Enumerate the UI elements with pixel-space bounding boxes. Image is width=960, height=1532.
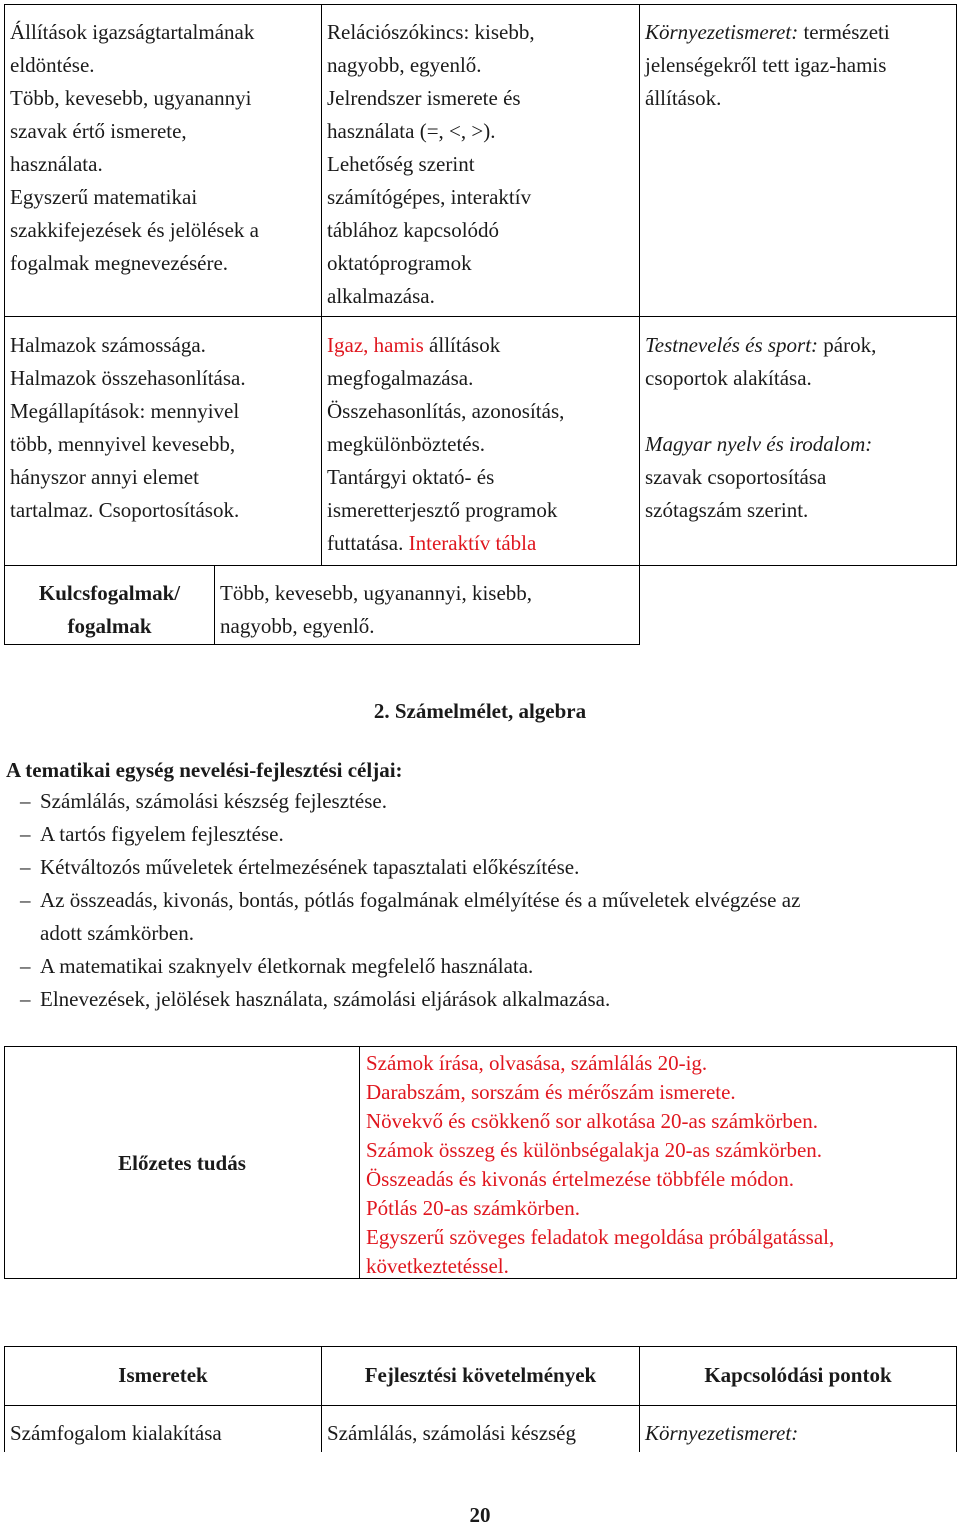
list-item xyxy=(6,785,956,818)
text-line: Elnevezések, jelölések használata, számolási eljárások alkalmazása. xyxy=(40,987,611,1011)
text-line: használata. xyxy=(10,152,103,176)
text-line xyxy=(645,329,876,362)
text-line: Halmazok számossága. xyxy=(10,333,206,357)
text-line: következtetéssel. xyxy=(366,1254,509,1278)
text-line: Állítások igazságtartalmának xyxy=(10,20,255,44)
text-line: eldöntése. xyxy=(10,53,95,77)
text-line: Halmazok összehasonlítása. xyxy=(10,366,246,390)
text-line: Megállapítások: mennyivel xyxy=(10,399,240,423)
section-title: 2. Számelmélet, algebra xyxy=(373,699,587,723)
text-line: jelenségekről tett igaz-hamis xyxy=(645,53,887,77)
list-item xyxy=(6,851,956,884)
goals-heading: A tematikai egység nevelési-fejlesztési céljai: xyxy=(6,758,403,782)
text-fragment: futtatása. xyxy=(327,531,409,555)
text-line: nagyobb, egyenlő. xyxy=(327,53,482,77)
subject-label: Környezetismeret: xyxy=(645,20,799,44)
text-line: ismeretterjesztő programok xyxy=(327,498,558,522)
subject-label: Testnevelés és sport: xyxy=(645,333,819,357)
list-item xyxy=(6,983,956,1016)
text-line xyxy=(645,16,890,49)
dash-bullet: – xyxy=(20,855,31,879)
list-item xyxy=(6,818,956,851)
text-line: Kétváltozós műveletek értelmezésének tapasztalati előkészítése. xyxy=(40,855,580,879)
text-line: szavak értő ismerete, xyxy=(10,119,187,143)
text-line xyxy=(327,329,564,362)
text-fragment: állítások xyxy=(423,333,501,357)
text-line: Számlálás, számolási készség fejlesztése. xyxy=(40,789,387,813)
key-concepts-text xyxy=(220,577,532,643)
text-fragment: természeti xyxy=(798,20,890,44)
list-item xyxy=(6,884,956,950)
text-line: alkalmazása. xyxy=(327,284,435,308)
table-cell: Számfogalom kialakítása xyxy=(10,1421,222,1445)
dash-bullet: – xyxy=(20,888,31,912)
highlighted-text: Igaz, hamis xyxy=(327,333,424,357)
prior-knowledge-list xyxy=(366,1049,834,1281)
key-concepts-label xyxy=(5,577,214,643)
text-line: fogalmak megnevezésére. xyxy=(10,251,229,275)
dash-bullet: – xyxy=(20,987,31,1011)
highlighted-text: Interaktív tábla xyxy=(408,531,537,555)
table-cell xyxy=(645,329,876,527)
list-item xyxy=(6,950,956,983)
table-cell: Számlálás, számolási készség xyxy=(327,1421,577,1445)
text-line: hányszor annyi elemet xyxy=(10,465,199,489)
dash-bullet: – xyxy=(20,822,31,846)
subject-label: Magyar nyelv és irodalom: xyxy=(645,432,873,456)
text-line: Lehetőség szerint xyxy=(327,152,475,176)
table-cell xyxy=(327,329,564,560)
text-line: szavak csoportosítása xyxy=(645,465,827,489)
page-number: 20 xyxy=(469,1503,491,1527)
text-line: fogalmak xyxy=(67,614,152,638)
goals-list xyxy=(6,785,956,1016)
text-line: Növekvő és csökkenő sor alkotása 20-as számkörben. xyxy=(366,1109,818,1133)
prior-knowledge-label: Előzetes tudás xyxy=(118,1151,246,1175)
text-line: Több, kevesebb, ugyanannyi xyxy=(10,86,252,110)
text-line: Tantárgyi oktató- és xyxy=(327,465,495,489)
dash-bullet: – xyxy=(20,954,31,978)
text-line: Egyszerű szöveges feladatok megoldása próbálgatással, xyxy=(366,1225,835,1249)
text-line: A matematikai szaknyelv életkornak megfelelő használata. xyxy=(40,954,534,978)
column-header: Kapcsolódási pontok xyxy=(704,1363,892,1387)
text-line: szótagszám szerint. xyxy=(645,498,809,522)
text-line: szakkifejezések és jelölések a xyxy=(10,218,259,242)
text-line: Összehasonlítás, azonosítás, xyxy=(327,399,565,423)
column-header: Fejlesztési követelmények xyxy=(364,1363,597,1387)
table-cell xyxy=(10,16,259,280)
text-line: állítások. xyxy=(645,86,722,110)
text-line: Több, kevesebb, ugyanannyi, kisebb, xyxy=(220,581,533,605)
text-line: megfogalmazása. xyxy=(327,366,474,390)
text-line: használata (=, <, >). xyxy=(327,119,496,143)
text-line: Egyszerű matematikai xyxy=(10,185,198,209)
text-line: Relációszókincs: kisebb, xyxy=(327,20,535,44)
table-cell xyxy=(327,16,535,313)
text-line: Összeadás és kivonás értelmezése többféle módon. xyxy=(366,1167,795,1191)
text-line: Darabszám, sorszám és mérőszám ismerete. xyxy=(366,1080,736,1104)
table-cell xyxy=(645,16,890,115)
text-line: számítógépes, interaktív xyxy=(327,185,532,209)
text-line: Számok összeg és különbségalakja 20-as számkörben. xyxy=(366,1138,823,1162)
text-line: tartalmaz. Csoportosítások. xyxy=(10,498,240,522)
text-line: A tartós figyelem fejlesztése. xyxy=(40,822,284,846)
text-line xyxy=(327,527,564,560)
text-line: adott számkörben. xyxy=(40,921,194,945)
table-cell: Környezetismeret: xyxy=(645,1421,799,1445)
text-line: Jelrendszer ismerete és xyxy=(327,86,521,110)
text-line: nagyobb, egyenlő. xyxy=(220,614,375,638)
text-line: Számok írása, olvasása, számlálás 20-ig. xyxy=(366,1051,708,1075)
text-line: megkülönböztetés. xyxy=(327,432,486,456)
dash-bullet: – xyxy=(20,789,31,813)
text-line: táblához kapcsolódó xyxy=(327,218,500,242)
text-line: Kulcsfogalmak/ xyxy=(38,581,181,605)
text-line: több, mennyivel kevesebb, xyxy=(10,432,236,456)
text-fragment: párok, xyxy=(818,333,877,357)
table-cell xyxy=(10,329,246,527)
text-line: csoportok alakítása. xyxy=(645,366,812,390)
column-header: Ismeretek xyxy=(118,1363,208,1387)
text-line: oktatóprogramok xyxy=(327,251,472,275)
text-line: Az összeadás, kivonás, bontás, pótlás fogalmának elmélyítése és a műveletek elvégzése az xyxy=(40,888,801,912)
text-line: Pótlás 20-as számkörben. xyxy=(366,1196,581,1220)
